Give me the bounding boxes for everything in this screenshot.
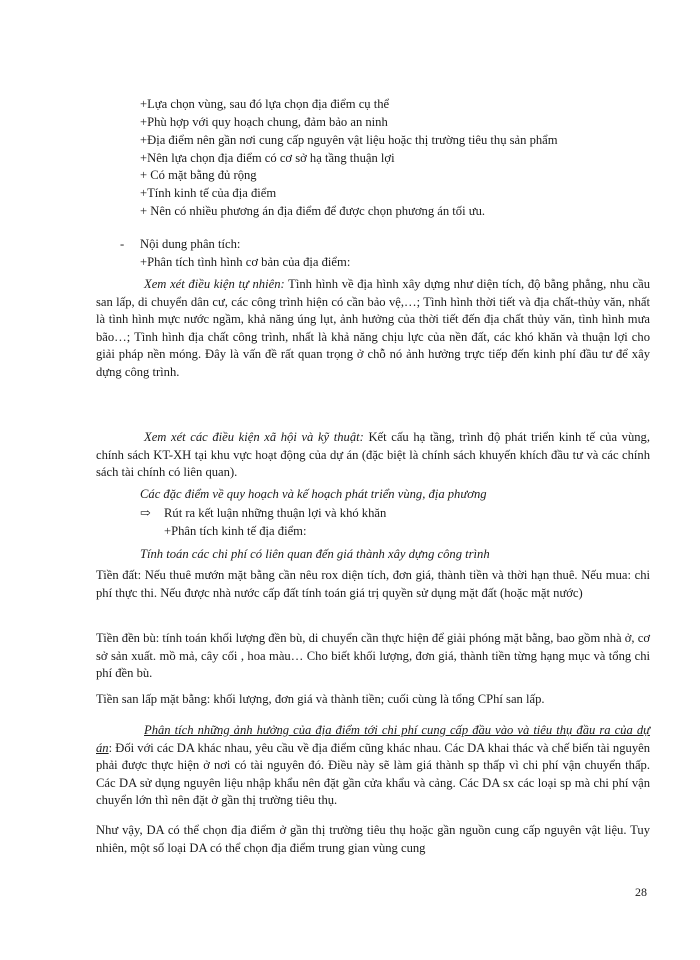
leveling-paragraph: Tiền san lấp mặt bằng: khối lượng, đơn giá và thành tiền; cuối cùng là tổng CPhí san lấp. [96, 692, 545, 706]
criteria-item: +Địa điểm nên gần nơi cung cấp nguyên vật liệu hoặc thị trường tiêu thụ sản phẩm [140, 133, 558, 147]
impact-label: Phân tích những ảnh hưởng của địa điểm tới chi phí cung cấp đầu vào và tiêu thụ đầu ra của dự án [96, 723, 650, 755]
conclusion-text: Rút ra kết luận những thuận lợi và khó khăn [164, 506, 387, 520]
natural-conditions-paragraph [96, 276, 650, 382]
compensation-paragraph: Tiền đền bù: tính toán khối lượng đền bù, di chuyển cần thực hiện để giải phóng mặt bằng, bao gồm nhà ở, cơ sở sản xuất. mồ mả, cây cối , hoa màu… Cho biết khối lượng, đơn giá, thành tiền từng hạng mục và tổng chi phí đền bù. [96, 631, 650, 681]
arrow-icon: ⇨ [140, 506, 151, 520]
planning-heading: Các đặc điểm về quy hoạch và kế hoạch phát triển vùng, địa phương [140, 487, 487, 501]
land-cost-paragraph: Tiền đất: Nếu thuê mướn mặt bằng cần nêu rox diện tích, đơn giá, thành tiền và thời hạn thuê. Nếu mua: chi phí thực thi. Nếu được nhà nước cấp đất tính toán giá trị quyền sử dụng mặt đất (hoặc mặt nước) [96, 568, 650, 600]
conclusion-paragraph: Như vậy, DA có thể chọn địa điểm ở gần thị trường tiêu thụ hoặc gần nguồn cung cấp nguyên vật liệu. Tuy nhiên, một số loại DA có thể chọn địa điểm trung gian vùng cung [96, 823, 650, 855]
analysis-subheading: +Phân tích tình hình cơ bản của địa điểm: [140, 255, 351, 269]
impact-text: : Đối với các DA khác nhau, yêu cầu về địa điểm cũng khác nhau. Các DA khai thác và chế biến tài nguyên phải được thực hiện ở nơi có tài nguyên đó. Điều này sẽ làm giá thành sp thấp vì chi phí vận chuyển thấp. Các DA sử dụng nguyên liệu nhập khẩu nên đặt gần cửa khẩu và cảng. Các DA sx các loại sp mà chi phí vận chuyển lớn thì nên đặt ở gần thị trường tiêu thụ. [96, 740, 650, 808]
criteria-item: +Nên lựa chọn địa điểm có cơ sở hạ tầng thuận lợi [140, 151, 395, 165]
social-conditions-label: Xem xét các điều kiện xã hội và kỹ thuật: [144, 430, 364, 444]
criteria-item: +Tính kinh tế của địa điểm [140, 186, 277, 200]
criteria-item: +Phù hợp với quy hoạch chung, đảm bảo an ninh [140, 115, 388, 129]
natural-conditions-label: Xem xét điều kiện tự nhiên: [144, 277, 285, 291]
page-number: 28 [635, 885, 647, 899]
criteria-item: +Lựa chọn vùng, sau đó lựa chọn địa điểm cụ thể [140, 97, 390, 111]
impact-paragraph [96, 722, 650, 810]
economic-analysis-heading: +Phân tích kinh tế địa điểm: [164, 524, 307, 538]
analysis-bullet: - [120, 237, 125, 251]
social-conditions-paragraph [96, 429, 650, 482]
social-conditions-text: Kết cấu hạ tầng, trình độ phát triển kinh tế của vùng, chính sách KT-XH tại khu vực hoạt động của dự án (đặc biệt là chính sách khuyến khích đầu tư và các chính sách tài chính có liên quan). [96, 430, 651, 480]
analysis-heading: Nội dung phân tích: [140, 237, 241, 251]
costs-heading: Tính toán các chi phí có liên quan đến giá thành xây dựng công trình [140, 547, 490, 561]
criteria-item: + Nên có nhiều phương án địa điểm để được chọn phương án tối ưu. [140, 204, 486, 218]
natural-conditions-text: Tình hình về địa hình xây dựng như diện tích, độ bằng phẳng, nhu cầu san lấp, di chuyển dân cư, các công trình hiện có cần bảo vệ,…; Tình hình thời tiết và địa chất-thủy văn, nhất là tình hình mực nước ngầm, khả năng úng lụt, ảnh hưởng của thời tiết đến địa chất thủy văn, tình hình mưa bão…; Tình hình địa chất công trình, nhất là khả năng chịu lực của nền đất, các khó khăn và thuận lợi cho giải pháp nền móng. Đây là vấn đề rất quan trọng ở chỗ nó ảnh hưởng trực tiếp đến kinh phí đầu tư để xây dựng công trình. [96, 277, 650, 379]
criteria-item: + Có mặt bằng đủ rộng [140, 168, 257, 182]
